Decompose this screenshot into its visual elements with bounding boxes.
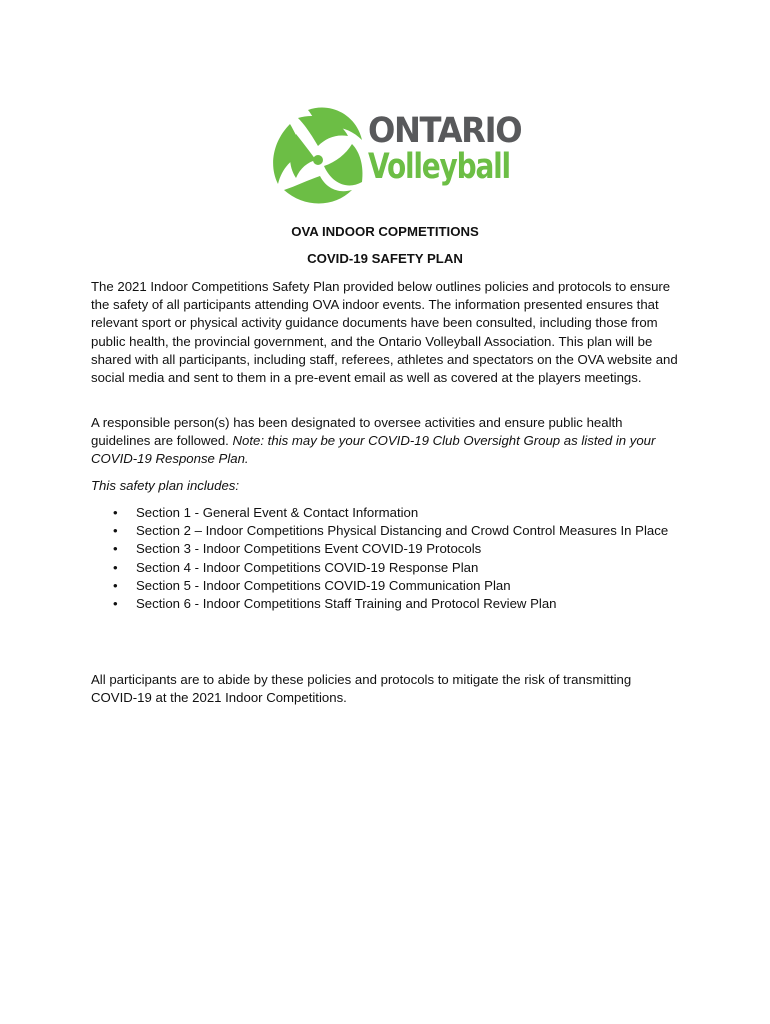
list-item bbox=[91, 595, 681, 613]
includes-label: This safety plan includes: bbox=[91, 478, 240, 493]
list-item-text: Section 5 - Indoor Competitions COVID-19 Communication Plan bbox=[136, 577, 511, 593]
ontario-volleyball-logo bbox=[268, 104, 522, 208]
volleyball-icon bbox=[268, 104, 368, 208]
logo-volleyball-text: Volleyball bbox=[368, 147, 510, 187]
document-title: OVA INDOOR COPMETITIONS bbox=[291, 224, 479, 239]
bullet-icon: • bbox=[113, 541, 118, 557]
responsible-person-text: A responsible person(s) has been designated to oversee activities and ensure public health guidelines are followed. bbox=[91, 415, 623, 449]
bullet-icon: • bbox=[113, 505, 118, 520]
responsible-person-note: Note: this may be your COVID-19 Club Oversight Group as listed in your COVID-19 Response Plan. bbox=[91, 433, 656, 467]
list-item-text: Section 6 - Indoor Competitions Staff Training and Protocol Review Plan bbox=[136, 596, 557, 612]
bullet-icon: • bbox=[113, 596, 118, 612]
list-item bbox=[91, 559, 681, 577]
sections-list bbox=[91, 504, 681, 613]
intro-paragraph: The 2021 Indoor Competitions Safety Plan provided below outlines policies and protocols to ensure the safety of all participants attending OVA indoor events. The information presented ensures that relevant sport or physical activity guidance documents have been consulted, including those from public health, the provincial government, and the Ontario Volleyball Association. This plan will be shared with all participants, including staff, referees, athletes and spectators on the OVA website and social media and sent to them in a pre-event email as well as covered at the players meetings. bbox=[91, 279, 678, 386]
list-item bbox=[91, 522, 681, 540]
bullet-icon: • bbox=[113, 523, 118, 539]
responsible-person-paragraph bbox=[91, 414, 681, 469]
list-item-text: Section 3 - Indoor Competitions Event COVID-19 Protocols bbox=[136, 541, 482, 557]
bullet-icon: • bbox=[113, 559, 118, 575]
list-item-text: Section 4 - Indoor Competitions COVID-19 Response Plan bbox=[136, 559, 479, 575]
document-subtitle: COVID-19 SAFETY PLAN bbox=[307, 251, 463, 266]
bullet-icon: • bbox=[113, 577, 118, 593]
list-item bbox=[91, 504, 681, 522]
list-item bbox=[91, 577, 681, 595]
list-item-text: Section 1 - General Event & Contact Information bbox=[136, 505, 419, 520]
logo-ontario-text: ONTARIO bbox=[368, 111, 522, 151]
list-item-text: Section 2 – Indoor Competitions Physical Distancing and Crowd Control Measures In Place bbox=[136, 523, 669, 539]
list-item bbox=[91, 540, 681, 558]
closing-paragraph: All participants are to abide by these policies and protocols to mitigate the risk of transmitting COVID-19 at the 2021 Indoor Competitions. bbox=[91, 672, 632, 706]
logo-wordmark bbox=[368, 111, 545, 187]
